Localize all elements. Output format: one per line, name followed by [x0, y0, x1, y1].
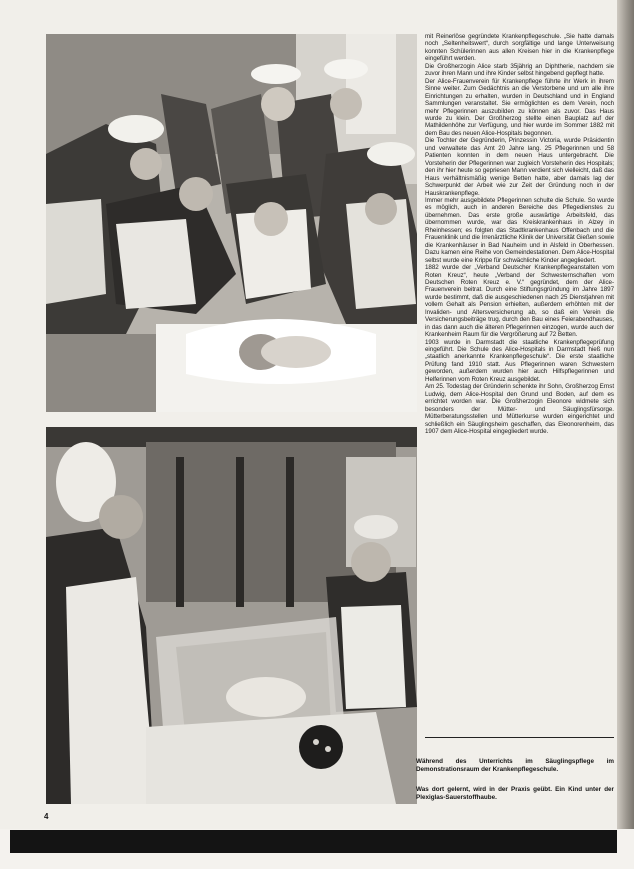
- article-text-column: [425, 33, 614, 435]
- caption-lower-photo: [416, 758, 614, 773]
- article-paragraph: 1903 wurde in Darmstadt die staatliche Krankenpflegeprüfung eingeführt. Die Schule des Alice-Hospitals in Darmstadt hieß nun „staatlich anerkannte Krankenpflegeschule“. Die erste staatliche Prüfung fand 1910 statt. Aus Pflegerinnen waren Schwestern geworden, außerdem wurden hier auch Hilfspflegerinnen und Helferinnen vom Roten Kreuz ausgebildet.: [425, 338, 614, 383]
- scan-border: [10, 830, 617, 853]
- photo-top-image: [46, 34, 417, 412]
- photo-nurses-infant-incubator: [46, 427, 417, 804]
- article-paragraph: mit Reinerlöse gegründete Krankenpflegeschule. „Sie hatte damals noch „Seltenheitswert“, durch sorgfältige und lange Unterweisung konnten Schülerinnen aus allen Kreisen hier in die Krankenpflege eingeführt werden.: [425, 33, 614, 63]
- photo-bottom-image: [46, 427, 417, 804]
- page-number: 4: [44, 812, 49, 821]
- photo-nurses-bathing-infant: [46, 34, 417, 412]
- divider-rule: [425, 737, 614, 738]
- article-paragraph: Am 25. Todestag der Gründerin schenkte ihr Sohn, Großherzog Ernst Ludwig, dem Alice-Hospital den Grund und Boden, auf dem es errichtet worden war. Die Großherzogin Eleonore widmete sich besonders der Mütter- und Säuglingsfürsorge. Mütterberatungsstellen und Mütterkurse wurden eingerichtet und schließlich ein Säuglingsheim geschaffen, das Eleonorenheim, das 1907 dem Alice-Hospital eingegliedert wurde.: [425, 383, 614, 436]
- article-paragraph: Immer mehr ausgebildete Pflegerinnen schulte die Schule. So wurde es möglich, auch in anderen Bereiche des Pflegedienstes zu übernehmen. Das erste große auswärtige Arbeitsfeld, das übernommen wurde, war das Kreiskrankenhaus in Alzey in Rheinhessen; es folgten das Stadtkrankenhaus Offenbach und die Frauenklinik und die Irrenärztliche Klinik der Universität Gießen sowie die Krankenhäuser in Bad Nauheim und in Alsfeld in Oberhessen. Dazu kamen eine Reihe von Gemeindestationen. Dem Alice-Hospital selbst wurde eine Krippe für schwächliche Kinder angegliedert.: [425, 196, 614, 264]
- article-paragraph: 1882 wurde der „Verband Deutscher Krankenpflegeanstalten vom Roten Kreuz“, heute „Verband der Schwesternschaften vom Deutschen Roten Kreuz e. V.“ gegründet, dem der Alice-Frauenverein beitrat. Durch eine Stiftungsgründung im Jahre 1897 wurde bestimmt, daß die ausgeschiedenen nach 25 Dienstjahren mit vollem Gehalt als Pension erhielten, außerdem erhöhten mit der Invaliden- und Altersversicherung ab, so daß ein Verein die Versicherungsbeiträge trug, durch den Bau eines Feierabendhauses, in das dann auch die älteren Pflegerinnen einzogen, wurde auch der Krankenheim Raum für die Vergrößerung auf 72 Betten.: [425, 264, 614, 339]
- caption-text: Während des Unterrichts im Säuglingspflege im Demonstrationsraum der Krankenpflegeschule.: [416, 758, 614, 773]
- article-paragraph: Die Tochter der Gegründerin, Prinzessin Victoria, wurde Präsidentin und verwaltete das Amt 20 Jahre lang. 25 Pflegerinnen und 58 Patienten konnten in dem neuen Haus untergebracht. Die Vorsteherin der Pflegerinnen war zugleich Vorsteherin des Hospitals; den ihr hier heute so gepriesen Mann verdient sich vielleicht, daß das Haus verhältnismäßig wenige Betten hatte, aber damals lag der Schwerpunkt der Arbeit wie zur Zeit der Gründung noch in der Hauskrankenpflege.: [425, 137, 614, 197]
- caption-text: Was dort gelernt, wird in der Praxis geübt. Ein Kind unter der Plexiglas-Sauerstoffhaube.: [416, 786, 614, 801]
- caption-final: [416, 786, 614, 801]
- article-paragraph: Die Großherzogin Alice starb 35jährig an Diphtherie, nachdem sie zuvor ihren Mann und ihre Kinder selbst hingebend gepflegt hatte.: [425, 62, 614, 78]
- page-edge-shadow: [617, 0, 634, 869]
- article-paragraph: Der Alice-Frauenverein für Krankenpflege führte ihr Werk in ihrem Sinne weiter. Zum Gedächtnis an die Verstorbene und um alle ihre Einrichtungen zu erhalten, wurden in Deutschland und in England Sammlungen veranstaltet. Sie ermöglichten es dem Verein, noch mehr Pflegerinnen auszubilden zu können als zuvor. Das Haus wurde zu klein. Der Großherzog stellte einen Bauplatz auf der Mathildenhöhe zur Verfügung, und hier wurde im Sommer 1882 mit dem Bau des neuen Alice-Hospitals begonnen.: [425, 77, 614, 137]
